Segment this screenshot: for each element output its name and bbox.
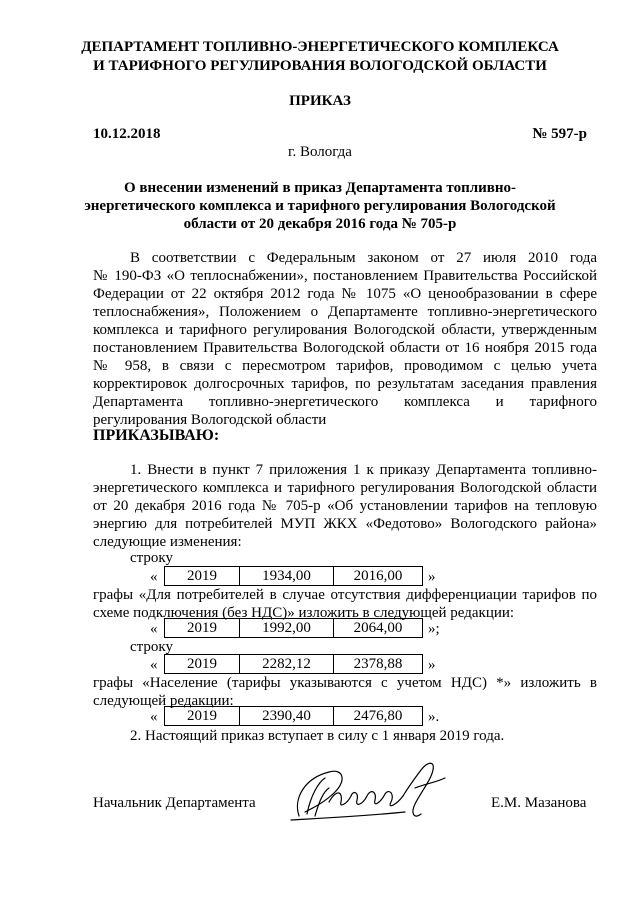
document-type: ПРИКАЗ: [289, 93, 351, 109]
table-cell-value1: 2282,12: [240, 655, 334, 674]
document-city: г. Вологда: [288, 144, 352, 160]
table-cell-year: 2019: [165, 619, 240, 638]
quote-open: «: [150, 657, 158, 673]
row-word: строку: [130, 639, 173, 655]
item1-line: следующие изменения:: [93, 534, 242, 550]
order-word: ПРИКАЗЫВАЮ:: [93, 427, 220, 444]
quote-close: »;: [428, 621, 440, 637]
preamble-line: Департамента топливно-энергетического комплекса и тарифного: [93, 394, 597, 410]
table-cell-value2: 2476,80: [334, 707, 423, 726]
row-word: строку: [130, 550, 173, 566]
preamble-line: постановлением Правительства Вологодской области от 16 ноября 2015 года: [93, 340, 597, 356]
preamble-line: корректировок долгосрочных тарифов, по результатам заседания правления: [93, 376, 597, 392]
table-cell-year: 2019: [165, 655, 240, 674]
document-number: № 597-р: [532, 126, 587, 142]
item1-line: энергию для потребителей МУП ЖКХ «Федотово» Вологодского района»: [93, 516, 597, 532]
item1-line: энергетического комплекса и тарифного регулирования Вологодской области: [93, 480, 597, 496]
handwritten-signature: [285, 758, 455, 828]
table-cell-value1: 2390,40: [240, 707, 334, 726]
subject-line1: О внесении изменений в приказ Департамента топливно-: [123, 180, 517, 196]
item1-line: от 20 декабря 2016 года № 705-р «Об установлении тарифов на тепловую: [93, 498, 597, 514]
preamble-line: № 190-ФЗ «О теплоснабжении», постановлением Правительства Российской: [93, 268, 597, 284]
signatory-name: Е.М. Мазанова: [491, 795, 587, 811]
table-cell-value2: 2064,00: [334, 619, 423, 638]
quote-open: «: [150, 569, 158, 585]
table-cell-value2: 2378,88: [334, 655, 423, 674]
table-cell-year: 2019: [165, 567, 240, 586]
item1-line: 1. Внести в пункт 7 приложения 1 к приказу Департамента топливно-: [130, 462, 597, 478]
organization-name-line2: И ТАРИФНОГО РЕГУЛИРОВАНИЯ ВОЛОГОДСКОЙ ОБЛАСТИ: [93, 58, 547, 74]
quote-close: ».: [428, 709, 440, 725]
signatory-position: Начальник Департамента: [93, 795, 256, 811]
tariff-table-row1: [164, 566, 423, 586]
tariff-table-row4: [164, 706, 423, 726]
document-date: 10.12.2018: [93, 126, 161, 142]
quote-open: «: [150, 621, 158, 637]
graph2-line: следующей редакции:: [93, 693, 234, 709]
tariff-table-row3: [164, 654, 423, 674]
table-cell-value1: 1934,00: [240, 567, 334, 586]
graph1-line: графы «Для потребителей в случае отсутствия дифференциации тарифов по: [93, 587, 597, 603]
preamble-line: № 958, в связи с пересмотром тарифов, проводимом с целью учета: [93, 358, 597, 374]
graph2-line: графы «Население (тарифы указываются с учетом НДС) *» изложить в: [93, 675, 597, 691]
item2-text: 2. Настоящий приказ вступает в силу с 1 января 2019 года.: [130, 728, 505, 744]
table-cell-year: 2019: [165, 707, 240, 726]
subject-line3: области от 20 декабря 2016 года № 705-р: [183, 216, 457, 232]
preamble-line: Федерации от 22 октября 2012 года № 1075 «О ценообразовании в сфере: [93, 286, 597, 302]
table-cell-value2: 2016,00: [334, 567, 423, 586]
quote-open: «: [150, 709, 158, 725]
preamble-line: теплоснабжения», Положением о Департаменте топливно-энергетического: [93, 304, 597, 320]
tariff-table-row2: [164, 618, 423, 638]
organization-name-line1: ДЕПАРТАМЕНТ ТОПЛИВНО-ЭНЕРГЕТИЧЕСКОГО КОМПЛЕКСА: [81, 39, 559, 55]
preamble-line: регулирования Вологодской области: [93, 412, 327, 428]
subject-line2: энергетического комплекса и тарифного регулирования Вологодской: [84, 198, 556, 214]
table-cell-value1: 1992,00: [240, 619, 334, 638]
quote-close: »: [428, 657, 436, 673]
graph1-line: схеме подключения (без НДС)» изложить в следующей редакции:: [93, 605, 515, 621]
preamble-line: комплекса и тарифного регулирования Вологодской области, утвержденным: [93, 322, 597, 338]
preamble-line: В соответствии с Федеральным законом от 27 июля 2010 года: [130, 250, 597, 266]
quote-close: »: [428, 569, 436, 585]
